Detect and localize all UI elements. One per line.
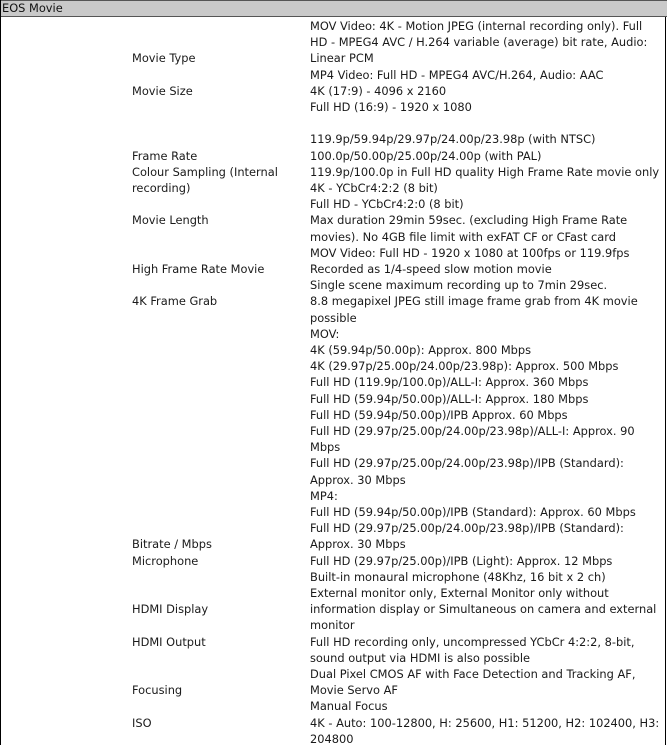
spec-value-line: sound output via HDMI is also possible bbox=[310, 650, 531, 665]
spec-label: Focusing bbox=[132, 683, 183, 698]
spec-value-line: 4K - YCbCr4:2:2 (8 bit) bbox=[310, 181, 438, 195]
spec-value-line: Single scene maximum recording up to 7min 29sec. bbox=[310, 278, 608, 293]
spec-value-line: Approx. 30 Mbps bbox=[310, 472, 406, 487]
spec-value-line: 4K (29.97p/25.00p/24.00p/23.98p): Approx. 500 Mbps bbox=[310, 359, 619, 374]
spec-value-line: Manual Focus bbox=[310, 699, 388, 714]
spec-value-line: 8.8 megapixel JPEG still image frame grab from 4K movie bbox=[310, 294, 638, 309]
spec-value-line: movies). No 4GB file limit with exFAT CF or CFast card bbox=[310, 229, 617, 244]
spec-value-line: monitor bbox=[310, 618, 355, 633]
spec-label: High Frame Rate Movie bbox=[132, 262, 265, 276]
spec-label: Movie Length bbox=[132, 213, 209, 228]
spec-value-line: Full HD recording only, uncompressed YCbCr 4:2:2, 8-bit, bbox=[310, 634, 635, 649]
spec-value-line: Linear PCM bbox=[310, 51, 374, 66]
spec-value-line: Full HD (29.97p/25.00p/24.00p/23.98p)/ALL-I: Approx. 90 bbox=[310, 424, 635, 438]
spec-table bbox=[1, 17, 667, 745]
spec-value-line: possible bbox=[310, 310, 357, 325]
spec-value-line: Mbps bbox=[310, 440, 341, 455]
spec-value-line: MP4: bbox=[310, 488, 338, 503]
spec-value-line: Full HD (59.94p/50.00p)/ALL-I: Approx. 180 Mbps bbox=[310, 391, 589, 406]
spec-value-line: MOV Video: Full HD - 1920 x 1080 at 100fps or 119.9fps bbox=[310, 245, 630, 260]
spec-label: HDMI Display bbox=[132, 602, 209, 617]
spec-value-line: 204800 bbox=[310, 731, 354, 746]
spec-label: Movie Size bbox=[132, 83, 193, 98]
spec-value-line: Recorded as 1/4-speed slow motion movie bbox=[310, 262, 552, 276]
spec-value-line: Full HD (29.97p/25.00p/24.00p/23.98p)/IPB (Standard): bbox=[310, 456, 624, 471]
spec-label: Bitrate / Mbps bbox=[132, 537, 212, 552]
spec-value-line: Full HD (16:9) - 1920 x 1080 bbox=[310, 100, 472, 114]
spec-value-line: Dual Pixel CMOS AF with Face Detection and Tracking AF, bbox=[310, 667, 636, 681]
spec-value-line: Full HD (59.94p/50.00p)/IPB Approx. 60 Mbps bbox=[310, 407, 568, 422]
spec-label: Frame Rate bbox=[132, 148, 198, 163]
spec-value-line: Max duration 29min 59sec. (excluding High Frame Rate bbox=[310, 213, 628, 228]
spec-value-line: 4K (17:9) - 4096 x 2160 bbox=[310, 83, 447, 98]
section-header: EOS Movie bbox=[1, 0, 667, 17]
spec-value-line: 119.9p/100.0p in Full HD quality High Frame Rate movie only bbox=[310, 164, 660, 179]
spec-value-line: Full HD (29.97p/25.00p)/IPB (Light): Approx. 12 Mbps bbox=[310, 553, 613, 568]
spec-value-line: Full HD (119.9p/100.0p)/ALL-I: Approx. 360 Mbps bbox=[310, 375, 589, 390]
spec-value-line: 4K (59.94p/50.00p): Approx. 800 Mbps bbox=[310, 343, 532, 357]
spec-value-line: Full HD - YCbCr4:2:0 (8 bit) bbox=[310, 197, 464, 212]
spec-value-line: Built-in monaural microphone (48Khz, 16 bit x 2 ch) bbox=[310, 569, 606, 584]
spec-label: Colour Sampling (Internal bbox=[132, 164, 278, 179]
spec-value-line: HD - MPEG4 AVC / H.264 variable (average) bit rate, Audio: bbox=[310, 35, 648, 50]
spec-value-line: MOV Video: 4K - Motion JPEG (internal recording only). Full bbox=[310, 19, 643, 33]
spec-value-line: Full HD (29.97p/25.00p/24.00p/23.98p)/IPB (Standard): bbox=[310, 521, 624, 536]
spec-value-line: Full HD (59.94p/50.00p)/IPB (Standard): Approx. 60 Mbps bbox=[310, 505, 636, 519]
spec-value-line: MP4 Video: Full HD - MPEG4 AVC/H.264, Audio: AAC bbox=[310, 67, 604, 82]
spec-value-line: Approx. 30 Mbps bbox=[310, 537, 406, 552]
spec-value-line: External monitor only, External Monitor only without bbox=[310, 586, 609, 600]
spec-value-line: Movie Servo AF bbox=[310, 683, 398, 698]
spec-value-line: MOV: bbox=[310, 326, 340, 341]
spec-value-line: 4K - Auto: 100-12800, H: 25600, H1: 51200, H2: 102400, H3: bbox=[310, 715, 660, 730]
spec-value-line: 119.9p/59.94p/29.97p/24.00p/23.98p (with NTSC) bbox=[310, 132, 596, 147]
spec-label: 4K Frame Grab bbox=[132, 294, 218, 309]
spec-label: recording) bbox=[132, 181, 191, 195]
spec-label: ISO bbox=[132, 715, 152, 730]
spec-value-line: information display or Simultaneous on camera and external bbox=[310, 602, 657, 617]
spec-label: Microphone bbox=[132, 553, 199, 568]
spec-label: Movie Type bbox=[132, 51, 196, 66]
spec-label: HDMI Output bbox=[132, 634, 206, 649]
spec-value-line: 100.0p/50.00p/25.00p/24.00p (with PAL) bbox=[310, 148, 542, 163]
